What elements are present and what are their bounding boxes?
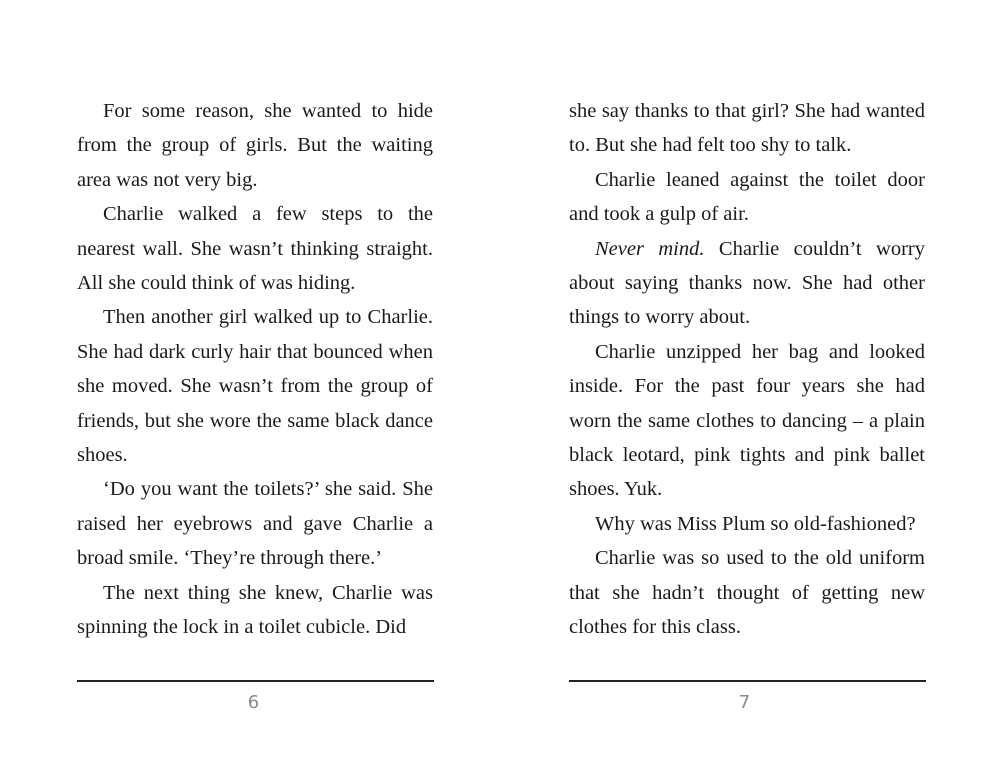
page-number: 7 bbox=[738, 692, 752, 713]
paragraph: For some reason, she wanted to hide from the group of girls. But the waiting area was not very big. bbox=[77, 100, 433, 191]
paragraph: The next thing she knew, Charlie was spinning the lock in a toilet cubicle. Did bbox=[77, 581, 433, 639]
paragraph-text: Charlie couldn’t worry about saying thanks now. She had other things to worry about. bbox=[569, 237, 925, 329]
paragraph: Charlie walked a few steps to the nearest wall. She wasn’t thinking straight. All she could think of was hiding. bbox=[77, 203, 433, 295]
page-number: 6 bbox=[247, 692, 261, 713]
paragraph: Then another girl walked up to Charlie. She had dark curly hair that bounced when she moved. She wasn’t from the group of friends, but she wore the same black dance shoes. bbox=[77, 306, 433, 467]
paragraph: Charlie unzipped her bag and looked inside. For the past four years she had worn the same clothes to dancing – a plain black leotard, pink tights and pink ballet shoes. Yuk. bbox=[569, 340, 925, 501]
right-page bbox=[569, 94, 925, 713]
paragraph: Why was Miss Plum so old-fashioned? bbox=[595, 512, 916, 535]
right-page-text bbox=[569, 94, 925, 648]
paragraph bbox=[569, 232, 925, 335]
continued-paragraph: she say thanks to that girl? She had wanted to. But she had felt too shy to talk. bbox=[569, 100, 925, 157]
left-page bbox=[77, 94, 433, 713]
paragraph: ‘Do you want the toilets?’ she said. She raised her eyebrows and gave Charlie a broad smile. ‘They’re through there.’ bbox=[77, 478, 433, 570]
italic-phrase: Never mind. bbox=[595, 237, 705, 260]
footer-rule bbox=[569, 680, 926, 682]
footer-rule bbox=[77, 680, 434, 682]
paragraph: Charlie was so used to the old uniform that she hadn’t thought of getting new clothes for this class. bbox=[569, 547, 925, 639]
paragraph: Charlie leaned against the toilet door and took a gulp of air. bbox=[569, 168, 925, 226]
left-page-text bbox=[77, 94, 433, 648]
